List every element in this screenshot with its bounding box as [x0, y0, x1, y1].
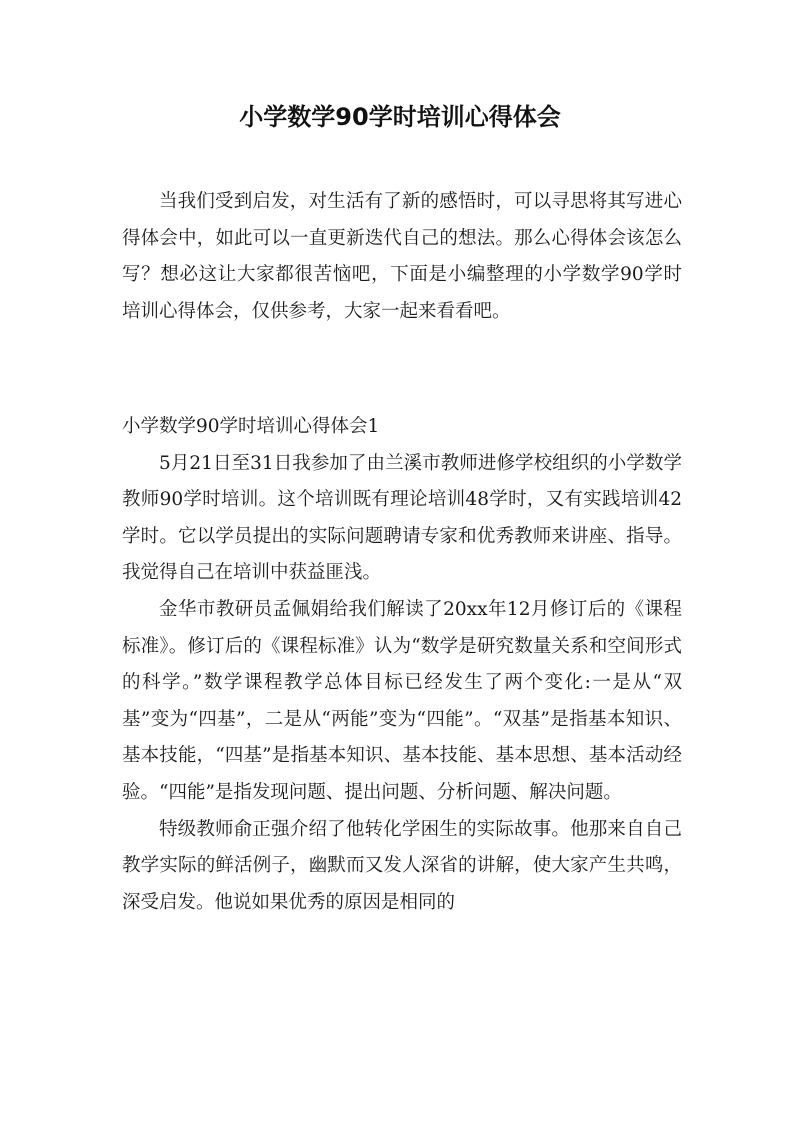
body-paragraph-3: 特级教师俞正强介绍了他转化学困生的实际故事。他那来自自己教学实际的鲜活例子，幽默而又发人深省的讲解，使大家产生共鸣，深受启发。他说如果优秀的原因是相同的 [122, 818, 682, 913]
document-title: 小学数学90学时培训心得体会 [239, 103, 561, 131]
body-paragraph-2: 金华市教研员孟佩娟给我们解读了20xx年12月修订后的《课程标准》。修订后的《课程标准》认为“数学是研究数量关系和空间形式的科学。”数学课程教学总体目标已经发生了两个变化:一是从“双基”变为“四基”，二是从“两能”变为“四能”。“双基”是指基本知识、基本技能，“四基”是指基本知识、基本技能、基本思想、基本活动经验。“四能”是指发现问题、提出问题、分析问题、解决问题。 [122, 598, 682, 803]
intro-paragraph: 当我们受到启发，对生活有了新的感悟时，可以寻思将其写进心得体会中，如此可以一直更新迭代自己的想法。那么心得体会该怎么写？想必这让大家都很苦恼吧，下面是小编整理的小学数学90学时培训心得体会，仅供参考，大家一起来看看吧。 [122, 191, 682, 322]
body-paragraph-1: 5月21日至31日我参加了由兰溪市教师进修学校组织的小学数学教师90学时培训。这个培训既有理论培训48学时，又有实践培训42学时。它以学员提出的实际问题聘请专家和优秀教师来讲座、指导。我觉得自己在培训中获益匪浅。 [122, 452, 682, 584]
section-1 [122, 409, 682, 921]
section-heading: 小学数学90学时培训心得体会1 [122, 416, 380, 437]
intro-block [122, 184, 682, 330]
